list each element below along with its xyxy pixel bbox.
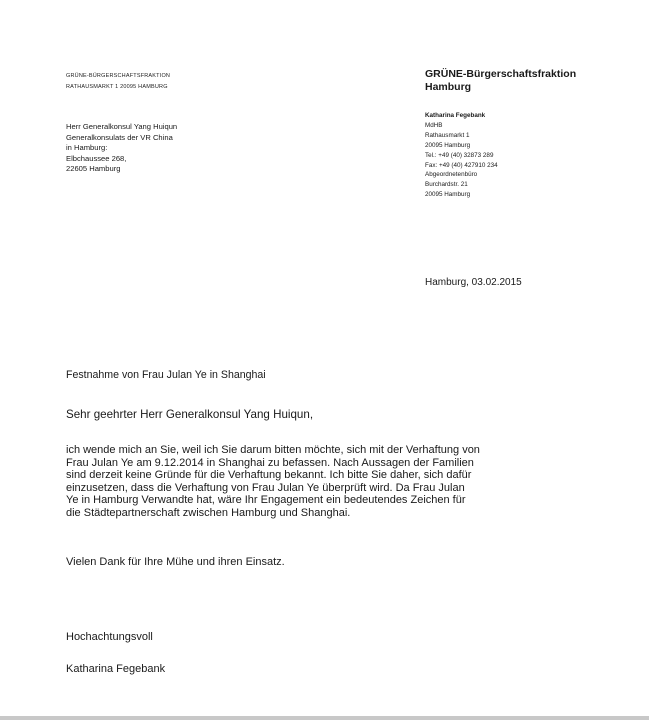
sender-detail-line: Tel.: +49 (40) 32873 289: [425, 151, 494, 159]
body-line: einzusetzen, dass die Verhaftung von Frau Julan Ye überprüft wird. Da Frau Julan: [66, 481, 465, 494]
sender-org-line: Hamburg: [425, 81, 472, 94]
sender-detail-line: MdHB: [425, 121, 443, 129]
letter-closing: Hochachtungsvoll: [66, 631, 153, 643]
sender-name: Katharina Fegebank: [425, 112, 486, 119]
sender-organization: [425, 68, 576, 95]
sender-detail-line: 20095 Hamburg: [425, 141, 471, 149]
sender-details: [425, 111, 498, 200]
return-address: [66, 71, 170, 93]
return-address-line: GRÜNE-BÜRGERSCHAFTSFRAKTION: [66, 73, 171, 79]
body-line: Ye in Hamburg Verwandte hat, wäre Ihr Engagement ein bedeutendes Zeichen für: [66, 494, 466, 506]
recipient-address: [66, 122, 177, 175]
recipient-line: in Hamburg:: [66, 143, 108, 153]
return-address-line: RATHAUSMARKT 1 20095 HAMBURG: [66, 84, 168, 90]
sender-org-line: GRÜNE-Bürgerschaftsfraktion: [425, 68, 577, 80]
sender-detail-line: Rathausmarkt 1: [425, 131, 470, 139]
body-line: sind derzeit keine Gründe für die Verhaftung bekannt. Ich bitte Sie daher, sich dafür: [66, 469, 472, 481]
letter-salutation: Sehr geehrter Herr Generalkonsul Yang Huiqun,: [66, 408, 314, 421]
sender-detail-line: Burchardstr. 21: [425, 181, 468, 189]
letter-body: [66, 444, 480, 519]
letter-date: Hamburg, 03.02.2015: [425, 277, 522, 288]
page-bottom-border: [0, 716, 649, 720]
body-line: Frau Julan Ye am 9.12.2014 in Shanghai zu befassen. Nach Aussagen der Familien: [66, 456, 474, 469]
letter-subject: Festnahme von Frau Julan Ye in Shanghai: [66, 369, 266, 381]
sender-detail-line: 20095 Hamburg: [425, 191, 471, 199]
letter-thanks: Vielen Dank für Ihre Mühe und ihren Einsatz.: [66, 556, 285, 568]
sender-detail-line: Abgeordnetenbüro: [425, 171, 478, 179]
letter-signature: Katharina Fegebank: [66, 663, 166, 675]
body-line: ich wende mich an Sie, weil ich Sie darum bitten möchte, sich mit der Verhaftung von: [66, 444, 480, 456]
recipient-line: Elbchaussee 268,: [66, 153, 127, 163]
body-line: die Städtepartnerschaft zwischen Hamburg und Shanghai.: [66, 506, 351, 519]
recipient-line: Generalkonsulats der VR China: [66, 132, 173, 142]
recipient-line: Herr Generalkonsul Yang Huiqun: [66, 122, 178, 131]
recipient-line: 22605 Hamburg: [66, 164, 121, 174]
sender-detail-line: Fax: +49 (40) 427910 234: [425, 161, 498, 169]
